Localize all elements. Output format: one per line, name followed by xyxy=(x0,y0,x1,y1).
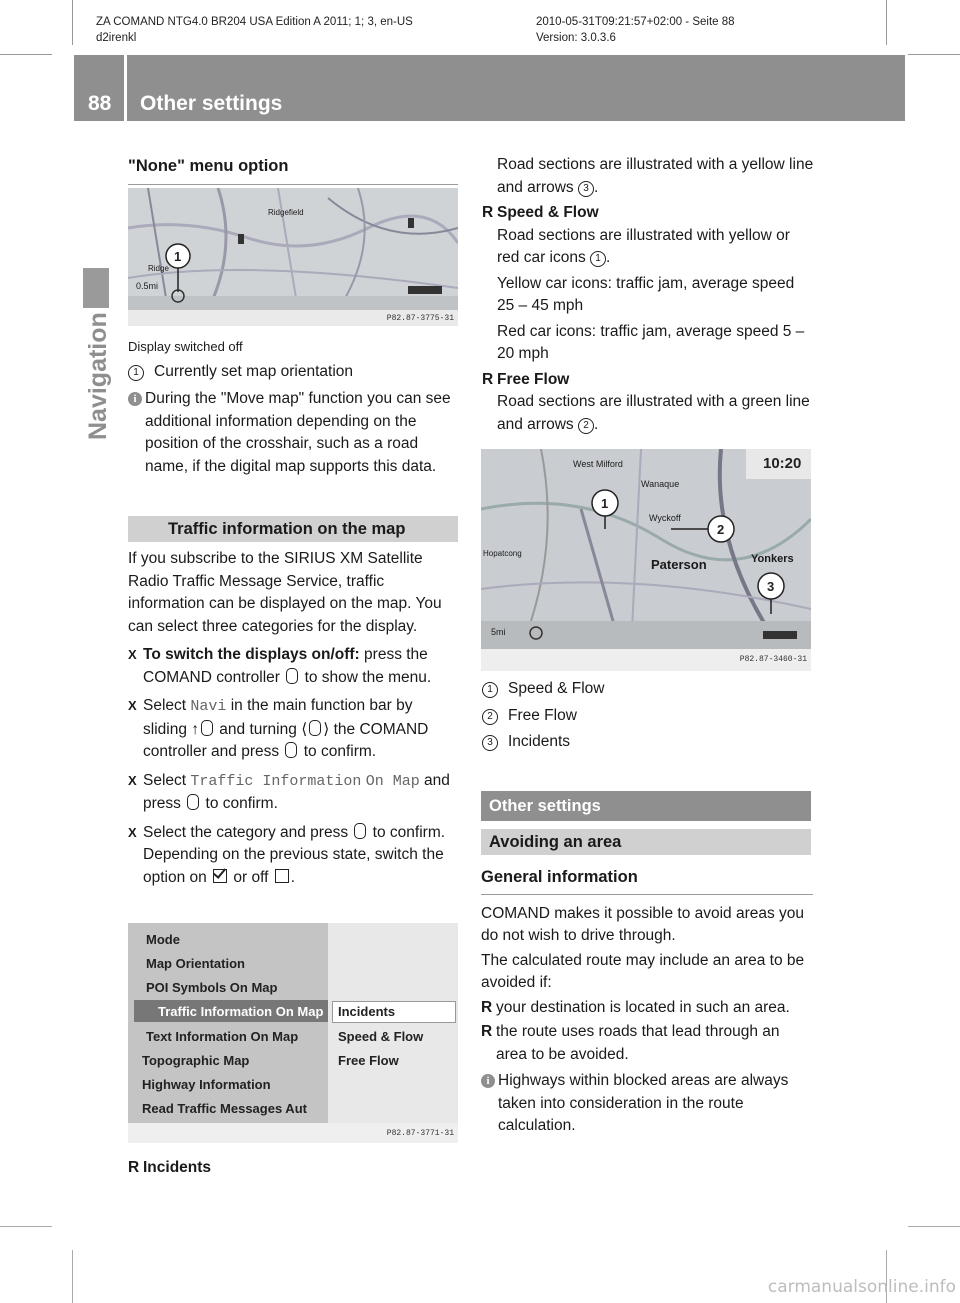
free-desc-text: Road sections are illustrated with a green line and arrows xyxy=(497,393,810,433)
step-1-end: to show the menu. xyxy=(300,668,432,686)
traffic-map-figure xyxy=(481,449,811,671)
crop-mark xyxy=(0,1226,52,1227)
turn-icon: ⟨ xyxy=(301,720,308,738)
print-meta-left-2: d2irenkl xyxy=(96,32,137,44)
checkbox-empty-icon xyxy=(275,869,289,883)
traffic-section-body xyxy=(128,548,460,889)
header-divider xyxy=(124,55,127,121)
callout-number: 1 xyxy=(128,365,144,381)
slide-up-icon: ↑ xyxy=(191,720,199,738)
map1-scale: 0.5mi xyxy=(136,281,159,291)
step-arrow-icon: X xyxy=(128,647,137,662)
crop-mark xyxy=(908,54,960,55)
info-note xyxy=(128,388,460,478)
heading-rule xyxy=(481,894,813,895)
submenu-item-incidents[interactable]: Incidents xyxy=(338,1004,396,1019)
step-4-text: or off xyxy=(229,868,273,886)
step-4-text: to confirm. xyxy=(368,823,446,841)
heading-rule xyxy=(128,184,458,185)
step-2-text: and turning xyxy=(215,720,302,738)
list-item-text: your destination is located in such an area. xyxy=(496,998,790,1016)
menu-navi: Navi xyxy=(190,698,227,715)
incidents-bullet xyxy=(128,1157,458,1180)
menu-item[interactable]: Map Orientation xyxy=(146,956,245,971)
step-3-text: and press xyxy=(143,771,450,812)
info-note xyxy=(481,1070,813,1138)
crop-mark xyxy=(908,1226,960,1227)
print-meta-right-2: Version: 3.0.3.6 xyxy=(536,32,616,44)
map-image xyxy=(128,188,458,310)
step-3-text: Select xyxy=(143,771,191,789)
paragraph: COMAND makes it possible to avoid areas you do not wish to drive through. xyxy=(481,904,805,944)
controller-press-icon xyxy=(354,823,366,839)
step-4-text: . xyxy=(290,868,296,886)
menu-item[interactable]: Highway Information xyxy=(142,1077,271,1092)
info-icon: i xyxy=(128,392,142,406)
controller-press-icon xyxy=(187,794,199,810)
step-2 xyxy=(128,695,460,764)
step-1-rest: press the COMAND controller xyxy=(143,646,428,686)
step-3-text: to confirm. xyxy=(201,795,278,812)
page-number: 88 xyxy=(88,92,112,115)
legend-text: Speed & Flow xyxy=(508,680,605,697)
controller-press-icon xyxy=(285,742,297,758)
none-menu-heading: "None" menu option xyxy=(128,157,289,175)
print-meta-left-1: ZA COMAND NTG4.0 BR204 USA Edition A 2011; 1; 3, en-US xyxy=(96,16,413,28)
crop-mark xyxy=(72,1250,73,1303)
figure-code: P82.87-3775-31 xyxy=(386,314,454,323)
speed-flow-label: Speed & Flow xyxy=(497,204,599,221)
bullet-speed-flow xyxy=(482,202,814,225)
map2-place: Wanaque xyxy=(641,479,680,489)
menu-screenshot-figure xyxy=(128,923,458,1143)
other-settings-heading: Other settings xyxy=(481,791,811,821)
svg-text:3: 3 xyxy=(767,579,775,594)
step-arrow-icon: X xyxy=(128,824,137,840)
step-2-text: Select xyxy=(143,697,191,714)
bullet-mark: R xyxy=(482,204,494,221)
traffic-intro: If you subscribe to the SIRIUS XM Satellite Radio Traffic Message Service, traffic information can be displayed on the map. You can select three categories for the display. xyxy=(128,550,442,635)
menu-on-map: On Map xyxy=(365,772,420,790)
left-column xyxy=(128,155,458,185)
red-car-desc: Red car icons: traffic jam, average speed 5 – 20 mph xyxy=(497,322,805,362)
bullet-mark: R xyxy=(481,998,493,1016)
step-arrow-icon: X xyxy=(128,772,137,788)
watermark: carmanualsonline.info xyxy=(767,1277,956,1297)
crop-mark xyxy=(0,54,52,55)
info-text: Highways within blocked areas are always taken into consideration in the route calculation. xyxy=(498,1072,789,1134)
incidents-desc-text: Road sections are illustrated with a yellow line and arrows xyxy=(497,156,814,196)
side-tab-label: Navigation xyxy=(84,312,112,440)
incidents-description: Road sections are illustrated with a yellow line and arrows 3 . xyxy=(497,156,814,196)
map2-scale: 5mi xyxy=(491,627,506,637)
info-icon: i xyxy=(481,1074,495,1088)
step-1 xyxy=(128,644,460,689)
menu-item[interactable]: Text Information On Map xyxy=(146,1029,299,1044)
menu-item[interactable]: POI Symbols On Map xyxy=(146,980,278,995)
ref-number: 1 xyxy=(590,251,606,267)
menu-item[interactable]: Mode xyxy=(146,932,180,947)
svg-text:1: 1 xyxy=(174,249,182,264)
free-flow-label: Free Flow xyxy=(497,370,570,388)
step-arrow-icon: X xyxy=(128,698,137,713)
submenu-item-free-flow[interactable]: Free Flow xyxy=(338,1053,399,1068)
step-2-text: in the main function bar by sliding xyxy=(143,697,413,738)
menu-item[interactable]: Read Traffic Messages Aut xyxy=(142,1101,307,1116)
checkbox-checked-icon xyxy=(213,869,227,883)
map2-place: Paterson xyxy=(651,557,707,572)
step-3 xyxy=(128,770,460,816)
menu-item-selected[interactable]: Traffic Information On Map xyxy=(158,1004,324,1019)
controller-press-icon xyxy=(286,668,298,684)
map1-label: Ridge xyxy=(148,264,169,273)
step-4-text: Depending on the previous state, switch the option on xyxy=(143,846,444,886)
svg-text:1: 1 xyxy=(601,496,609,511)
traffic-section-heading: Traffic information on the map xyxy=(128,516,458,542)
turn-icon: ⟩ xyxy=(323,720,330,738)
map2-place: Hopatcong xyxy=(483,549,522,558)
menu-traffic-info: Traffic Information xyxy=(190,772,362,790)
speed-description: Road sections are illustrated with yellow or red car icons 1 . xyxy=(497,226,790,266)
map2-place: West Milford xyxy=(573,459,623,469)
legend-item xyxy=(482,705,812,728)
print-meta-right-1: 2010-05-31T09:21:57+02:00 - Seite 88 xyxy=(536,16,735,28)
bullet-free-flow xyxy=(482,369,814,392)
controller-icon xyxy=(201,720,213,736)
general-info-section xyxy=(481,866,813,1138)
side-tab-marker xyxy=(83,268,109,308)
crop-mark xyxy=(72,0,73,45)
step-4-text: Select the category and press xyxy=(143,823,353,841)
menu-right-panel xyxy=(328,923,458,1123)
legend-item xyxy=(482,678,812,701)
menu-item[interactable]: Topographic Map xyxy=(142,1053,250,1068)
avoiding-area-heading: Avoiding an area xyxy=(481,829,811,855)
legend-item xyxy=(482,731,812,754)
step-2-text: the COMAND controller and press xyxy=(143,720,429,760)
legend-text: Free Flow xyxy=(508,706,577,724)
yellow-car-desc: Yellow car icons: traffic jam, average speed 25 – 45 mph xyxy=(497,274,795,314)
bullet-incidents xyxy=(128,1157,458,1180)
map-legend xyxy=(482,678,812,754)
general-info-heading: General information xyxy=(481,868,638,886)
list-item xyxy=(481,997,813,1020)
svg-text:2: 2 xyxy=(717,522,725,537)
list-item-text: the route uses roads that lead through an area to be avoided. xyxy=(496,1023,780,1063)
bullet-mark: R xyxy=(481,1023,493,1040)
callout-text: Currently set map orientation xyxy=(154,362,354,380)
step-2-text: to confirm. xyxy=(299,743,377,760)
ref-number: 3 xyxy=(578,181,594,197)
map2-time: 10:20 xyxy=(763,455,802,472)
map1-label: Ridgefield xyxy=(268,208,304,217)
bullet-mark: R xyxy=(482,370,494,388)
controller-icon xyxy=(309,720,321,736)
list-item xyxy=(481,1021,813,1066)
submenu-item-speed-flow[interactable]: Speed & Flow xyxy=(338,1029,424,1044)
speed-desc-text: Road sections are illustrated with yellow or red car icons xyxy=(497,226,790,266)
left-column-body xyxy=(128,336,460,478)
map2-place: Yonkers xyxy=(751,553,794,565)
bullet-mark: R xyxy=(128,1159,140,1176)
ref-number: 2 xyxy=(578,418,594,434)
page-title: Other settings xyxy=(140,92,283,115)
info-text: During the "Move map" function you can see additional information depending on the position of the crosshair, such as a road name, if the digital map supports this data. xyxy=(145,390,451,475)
legend-number: 2 xyxy=(482,709,498,725)
step-1-bold: To switch the displays on/off: xyxy=(143,646,360,663)
legend-number: 1 xyxy=(482,682,498,698)
free-description: Road sections are illustrated with a green line and arrows 2 . xyxy=(497,393,810,433)
incidents-label: Incidents xyxy=(143,1159,212,1176)
legend-text: Incidents xyxy=(508,733,571,750)
figure-caption: Display switched off xyxy=(128,339,243,354)
map2-place: Wyckoff xyxy=(649,513,681,523)
figure-code: P82.87-3771-31 xyxy=(386,1129,454,1138)
step-4 xyxy=(128,822,460,890)
figure-code: P82.87-3460-31 xyxy=(739,655,807,664)
menu-left-panel xyxy=(128,923,328,1123)
paragraph: The calculated route may include an area to be avoided if: xyxy=(481,951,805,991)
legend-number: 3 xyxy=(482,735,498,751)
callout-1 xyxy=(128,361,460,384)
map-figure-orientation xyxy=(128,188,458,326)
right-column xyxy=(482,154,814,436)
crop-mark xyxy=(886,0,887,45)
